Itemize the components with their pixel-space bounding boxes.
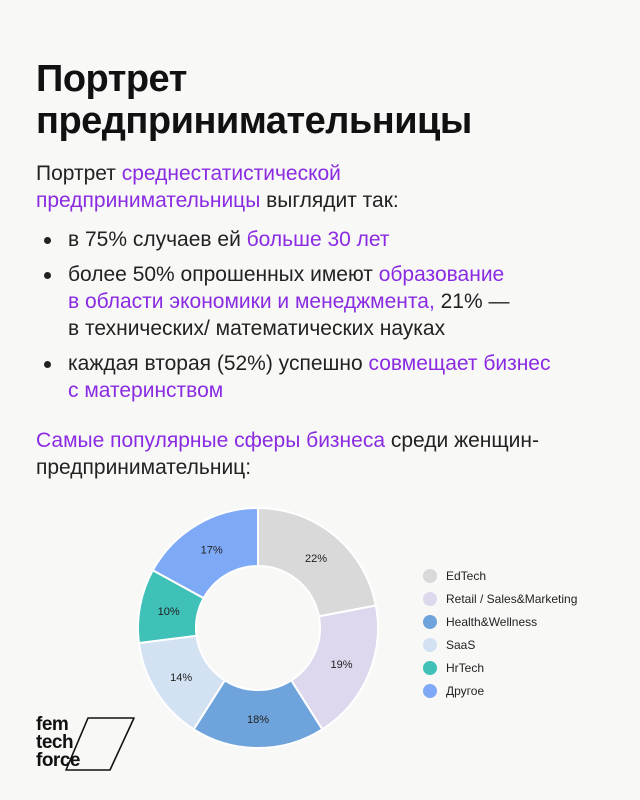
intro-text-1: Портрет: [36, 162, 122, 185]
slice-label-3: 14%: [170, 671, 193, 684]
legend-swatch-5: [423, 684, 437, 698]
intro-text-2: выглядит так:: [260, 189, 399, 212]
slice-label-2: 18%: [246, 714, 270, 726]
chart-intro-text-2: предпринимательниц:: [36, 456, 252, 479]
legend-swatch-1: [423, 592, 437, 606]
slice-label-5: 17%: [200, 544, 223, 557]
slice-label-4: 10%: [157, 605, 180, 618]
bullet-2-accent-1: образование: [378, 263, 505, 286]
bullet-1-accent: больше 30 лет: [246, 228, 390, 251]
chart-intro-accent: Самые популярные сферы бизнеса: [36, 429, 386, 452]
legend-label-1: Retail / Sales&Marketing: [446, 592, 578, 606]
intro-accent-1: среднестатистической: [121, 162, 341, 185]
slice-label-0: 22%: [304, 552, 328, 565]
legend-label-0: EdTech: [446, 569, 487, 583]
logo-word-3: force: [36, 750, 80, 771]
logo-word-1: fem: [36, 714, 69, 735]
bullet-2-text-3: в технических/ математических науках: [68, 317, 446, 340]
legend-label-4: HrTech: [446, 661, 485, 675]
title-line-2: предпринимательницы: [36, 100, 472, 142]
bullet-3-text: каждая вторая (52%) успешно: [68, 352, 369, 375]
bullet-2-accent-2: в области экономики и менеджмента,: [68, 290, 435, 313]
bullet-2-text-1: более 50% опрошенных имеют: [68, 263, 379, 286]
legend-label-5: Другое: [446, 684, 485, 698]
slice-label-1: 19%: [330, 659, 353, 672]
chart-intro-text-1: среди женщин-: [385, 429, 539, 452]
title-line-1: Портрет: [36, 58, 187, 100]
bullet-3-accent-1: совмещает бизнес: [368, 352, 551, 375]
bullet-1-text: в 75% случаев ей: [68, 228, 247, 251]
legend-label-3: SaaS: [446, 638, 476, 652]
legend-swatch-4: [423, 661, 437, 675]
bullet-3-accent-2: с материнством: [68, 379, 224, 402]
legend-swatch-0: [423, 569, 437, 583]
legend-swatch-2: [423, 615, 437, 629]
legend-swatch-3: [423, 638, 437, 652]
bullet-2-text-2: 21% —: [434, 290, 510, 313]
femtechforce-logo: [30, 712, 140, 772]
legend-label-2: Health&Wellness: [446, 615, 538, 629]
intro-accent-2: предпринимательницы: [36, 189, 261, 212]
logo-word-2: tech: [36, 732, 74, 753]
